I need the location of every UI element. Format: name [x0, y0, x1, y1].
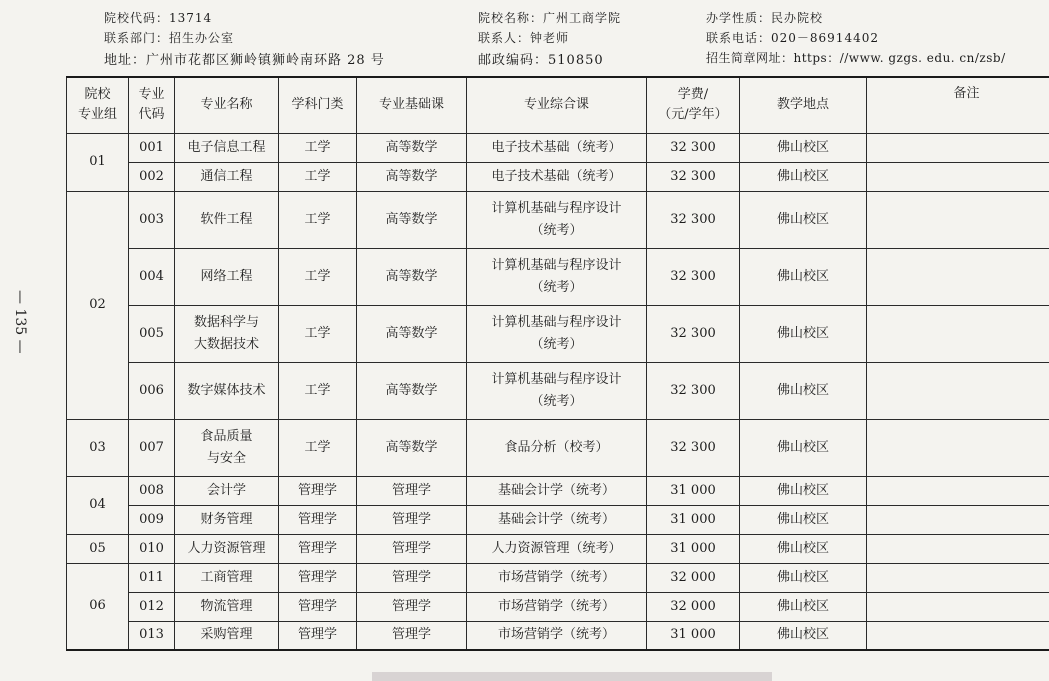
col-header-location: 教学地点 [740, 77, 867, 133]
subject-category: 管理学 [279, 505, 357, 534]
table-row [67, 191, 1049, 248]
teaching-location: 佛山校区 [740, 191, 867, 248]
teaching-location: 佛山校区 [740, 505, 867, 534]
teaching-location: 佛山校区 [740, 563, 867, 592]
comprehensive-course: 电子技术基础（统考） [467, 133, 647, 162]
major-name: 会计学 [175, 476, 279, 505]
comprehensive-course: 基础会计学（统考） [467, 505, 647, 534]
table-row [67, 505, 1049, 534]
address: 地址：广州市花都区狮岭镇狮岭南环路 28 号 [104, 53, 385, 68]
remarks [867, 362, 1049, 419]
table-row [67, 362, 1049, 419]
teaching-location: 佛山校区 [740, 162, 867, 191]
basic-course: 高等数学 [357, 162, 467, 191]
teaching-location: 佛山校区 [740, 621, 867, 650]
major-code: 004 [129, 248, 175, 305]
comprehensive-course: 计算机基础与程序设计 （统考） [467, 305, 647, 362]
major-code: 013 [129, 621, 175, 650]
major-code: 008 [129, 476, 175, 505]
comprehensive-course: 食品分析（校考） [467, 419, 647, 476]
tuition-fee: 32 300 [647, 362, 740, 419]
group-code: 06 [67, 563, 129, 650]
group-code: 01 [67, 133, 129, 191]
majors-table [66, 76, 1049, 651]
comprehensive-course: 市场营销学（统考） [467, 621, 647, 650]
table-row [67, 162, 1049, 191]
teaching-location: 佛山校区 [740, 534, 867, 563]
tuition-fee: 32 300 [647, 419, 740, 476]
tuition-fee: 32 000 [647, 563, 740, 592]
remarks [867, 305, 1049, 362]
remarks [867, 162, 1049, 191]
subject-category: 工学 [279, 419, 357, 476]
basic-course: 管理学 [357, 505, 467, 534]
basic-course: 高等数学 [357, 248, 467, 305]
major-name: 食品质量 与安全 [175, 419, 279, 476]
subject-category: 管理学 [279, 621, 357, 650]
basic-course: 高等数学 [357, 419, 467, 476]
remarks [867, 592, 1049, 621]
page-edge-strip [372, 672, 772, 681]
major-code: 009 [129, 505, 175, 534]
col-header-category: 学科门类 [279, 77, 357, 133]
subject-category: 工学 [279, 248, 357, 305]
subject-category: 管理学 [279, 592, 357, 621]
contact-phone: 联系电话：020－86914402 [706, 31, 879, 45]
tuition-fee: 32 300 [647, 191, 740, 248]
table-row [67, 305, 1049, 362]
subject-category: 管理学 [279, 534, 357, 563]
major-name: 数字媒体技术 [175, 362, 279, 419]
tuition-fee: 32 300 [647, 305, 740, 362]
tuition-fee: 32 000 [647, 592, 740, 621]
tuition-fee: 31 000 [647, 621, 740, 650]
subject-category: 管理学 [279, 563, 357, 592]
subject-category: 工学 [279, 162, 357, 191]
postal-code: 邮政编码：510850 [478, 53, 604, 68]
major-code: 007 [129, 419, 175, 476]
major-name: 软件工程 [175, 191, 279, 248]
page-number: — 135 — [12, 290, 28, 354]
teaching-location: 佛山校区 [740, 476, 867, 505]
basic-course: 管理学 [357, 563, 467, 592]
comprehensive-course: 电子技术基础（统考） [467, 162, 647, 191]
table-row [67, 476, 1049, 505]
table-row [67, 419, 1049, 476]
major-name: 物流管理 [175, 592, 279, 621]
school-type: 办学性质：民办院校 [706, 11, 824, 25]
remarks [867, 534, 1049, 563]
school-code: 院校代码：13714 [104, 11, 213, 25]
tuition-fee: 31 000 [647, 505, 740, 534]
major-code: 010 [129, 534, 175, 563]
remarks [867, 563, 1049, 592]
subject-category: 工学 [279, 362, 357, 419]
group-code: 02 [67, 191, 129, 419]
major-name: 通信工程 [175, 162, 279, 191]
table-row [67, 621, 1049, 650]
group-code: 04 [67, 476, 129, 534]
subject-category: 工学 [279, 133, 357, 162]
teaching-location: 佛山校区 [740, 248, 867, 305]
subject-category: 工学 [279, 305, 357, 362]
major-code: 012 [129, 592, 175, 621]
tuition-fee: 32 300 [647, 248, 740, 305]
col-header-note: 备注 [867, 77, 1049, 133]
school-name: 院校名称：广州工商学院 [478, 11, 622, 25]
major-code: 001 [129, 133, 175, 162]
basic-course: 管理学 [357, 534, 467, 563]
table-row [67, 563, 1049, 592]
col-header-comprehensive-course: 专业综合课 [467, 77, 647, 133]
table-row [67, 248, 1049, 305]
group-code: 03 [67, 419, 129, 476]
remarks [867, 621, 1049, 650]
basic-course: 管理学 [357, 476, 467, 505]
major-code: 011 [129, 563, 175, 592]
tuition-fee: 32 300 [647, 133, 740, 162]
basic-course: 高等数学 [357, 362, 467, 419]
remarks [867, 133, 1049, 162]
subject-category: 工学 [279, 191, 357, 248]
major-name: 财务管理 [175, 505, 279, 534]
comprehensive-course: 计算机基础与程序设计 （统考） [467, 191, 647, 248]
remarks [867, 191, 1049, 248]
col-header-name: 专业名称 [175, 77, 279, 133]
comprehensive-course: 人力资源管理（统考） [467, 534, 647, 563]
major-name: 数据科学与 大数据技术 [175, 305, 279, 362]
col-header-basic-course: 专业基础课 [357, 77, 467, 133]
comprehensive-course: 市场营销学（统考） [467, 563, 647, 592]
comprehensive-course: 市场营销学（统考） [467, 592, 647, 621]
comprehensive-course: 基础会计学（统考） [467, 476, 647, 505]
teaching-location: 佛山校区 [740, 362, 867, 419]
teaching-location: 佛山校区 [740, 419, 867, 476]
remarks [867, 419, 1049, 476]
major-name: 人力资源管理 [175, 534, 279, 563]
tuition-fee: 32 300 [647, 162, 740, 191]
basic-course: 高等数学 [357, 305, 467, 362]
remarks [867, 248, 1049, 305]
basic-course: 管理学 [357, 592, 467, 621]
tuition-fee: 31 000 [647, 476, 740, 505]
table-row [67, 592, 1049, 621]
major-code: 006 [129, 362, 175, 419]
basic-course: 高等数学 [357, 133, 467, 162]
table-row [67, 133, 1049, 162]
col-header-fee: 学费/ （元/学年） [647, 77, 740, 133]
comprehensive-course: 计算机基础与程序设计 （统考） [467, 362, 647, 419]
admission-website: 招生简章网址：https：//www. gzgs. edu. cn/zsb/ [706, 51, 1006, 65]
comprehensive-course: 计算机基础与程序设计 （统考） [467, 248, 647, 305]
major-name: 工商管理 [175, 563, 279, 592]
teaching-location: 佛山校区 [740, 133, 867, 162]
contact-department: 联系部门：招生办公室 [104, 31, 235, 45]
major-code: 005 [129, 305, 175, 362]
col-header-group: 院校 专业组 [67, 77, 129, 133]
tuition-fee: 31 000 [647, 534, 740, 563]
basic-course: 高等数学 [357, 191, 467, 248]
major-name: 电子信息工程 [175, 133, 279, 162]
table-row [67, 534, 1049, 563]
teaching-location: 佛山校区 [740, 592, 867, 621]
col-header-code: 专业 代码 [129, 77, 175, 133]
teaching-location: 佛山校区 [740, 305, 867, 362]
subject-category: 管理学 [279, 476, 357, 505]
remarks [867, 476, 1049, 505]
major-code: 003 [129, 191, 175, 248]
major-name: 网络工程 [175, 248, 279, 305]
major-code: 002 [129, 162, 175, 191]
remarks [867, 505, 1049, 534]
table-header-row [67, 77, 1049, 133]
basic-course: 管理学 [357, 621, 467, 650]
major-name: 采购管理 [175, 621, 279, 650]
contact-person: 联系人：钟老师 [478, 31, 570, 45]
group-code: 05 [67, 534, 129, 563]
